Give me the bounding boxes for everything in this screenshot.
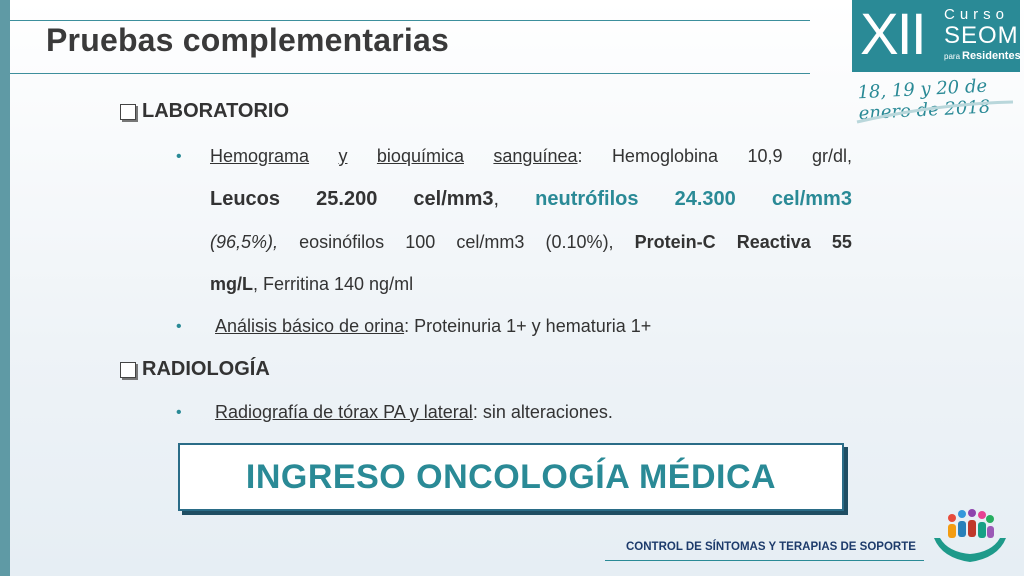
seom-course-logo <box>852 0 1020 72</box>
left-accent-bar <box>0 0 10 576</box>
section-heading: LABORATORIO <box>142 100 290 122</box>
logo-residentes: Residentes <box>962 50 1021 62</box>
logo-numeral: XII <box>860 2 925 67</box>
logo-para: para <box>944 52 961 61</box>
section-laboratorio <box>120 100 289 123</box>
section-heading: RADIOLOGÍA <box>142 358 270 380</box>
ingreso-highlight-box <box>178 443 844 511</box>
checkbox-bullet-icon <box>120 362 136 378</box>
footer-rule <box>605 560 924 561</box>
orina-line: Análisis básico de orina: Proteinuria 1+ y hematuria 1+ <box>215 316 652 336</box>
section-radiologia <box>120 358 270 381</box>
hemograma-line-4: mg/L, Ferritina 140 ng/ml <box>210 274 414 294</box>
bullet-dot-icon: • <box>176 404 182 421</box>
title-top-rule <box>10 20 810 21</box>
bullet-dot-icon: • <box>176 148 182 165</box>
logo-date: 18, 19 y 20 de enero de 2018 <box>857 75 991 125</box>
logo-seom: SEOM <box>944 22 1019 49</box>
ingreso-highlight-text: INGRESO ONCOLOGÍA MÉDICA <box>245 457 777 496</box>
footer-title: CONTROL DE SÍNTOMAS Y TERAPIAS DE SOPORTE <box>626 541 916 553</box>
logo-swoosh <box>855 96 1015 126</box>
slide-title: Pruebas complementarias <box>46 22 449 58</box>
bullet-dot-icon: • <box>176 318 182 335</box>
logo-curso: Curso <box>944 6 1010 23</box>
checkbox-bullet-icon <box>120 104 136 120</box>
radiografia-line: Radiografía de tórax PA y lateral: sin alteraciones. <box>215 402 613 422</box>
hemograma-line-1: Hemograma y bioquímica sanguínea: Hemoglobina 10,9 gr/dl, <box>210 146 852 166</box>
hemograma-line-2: Leucos 25.200 cel/mm3, neutrófilos 24.300 cel/mm3 <box>210 188 852 210</box>
people-group-logo-icon <box>930 508 1010 568</box>
title-bottom-rule <box>10 73 810 74</box>
hemograma-line-3: (96,5%), eosinófilos 100 cel/mm3 (0.10%), Protein-C Reactiva 55 <box>210 232 852 252</box>
